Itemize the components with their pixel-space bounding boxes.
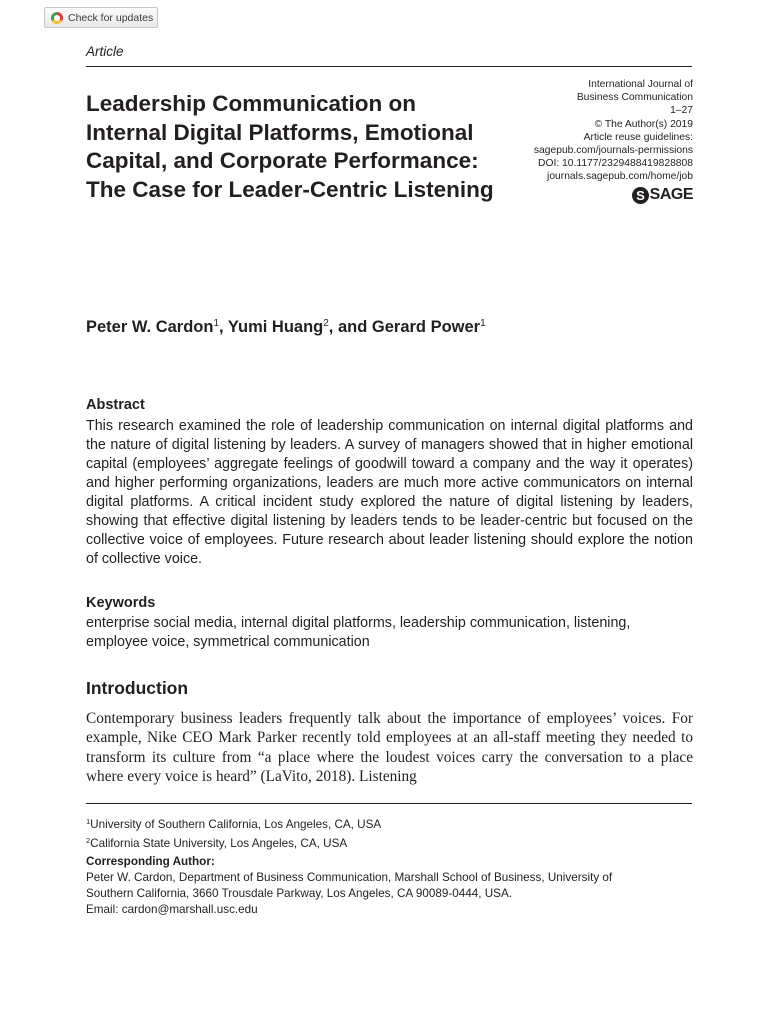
footnote-rule bbox=[86, 803, 692, 804]
corresponding-author-email[interactable]: Email: cardon@marshall.usc.edu bbox=[86, 903, 258, 916]
author-name: Peter W. Cardon bbox=[86, 318, 214, 336]
author-affiliation: 1 bbox=[213, 318, 220, 329]
author-list bbox=[86, 318, 486, 337]
author-name: Yumi Huang bbox=[227, 318, 324, 336]
author-separator: , and bbox=[328, 318, 372, 336]
corresponding-author bbox=[86, 854, 696, 918]
sage-mark-icon: S bbox=[632, 187, 649, 204]
author-name: Gerard Power bbox=[371, 318, 481, 336]
corresponding-author-label: Corresponding Author: bbox=[86, 855, 215, 868]
journal-home-link[interactable]: journals.sagepub.com/home/job bbox=[547, 171, 693, 183]
author-separator: , bbox=[219, 318, 228, 336]
affiliation-number: 1 bbox=[86, 817, 91, 826]
author-affiliation: 2 bbox=[323, 318, 329, 329]
journal-info bbox=[463, 78, 693, 184]
affiliation-number: 2 bbox=[86, 836, 91, 845]
introduction-text: Contemporary business leaders frequently talk about the importance of employees’ voices. For example, Nike CEO Mark Parker recently told employees at an all-staff meeting they needed to transform its culture from “a place where the loudest voices carry the conversation to a place where every voice is heard” (LaVito, 2018). Listening bbox=[86, 710, 693, 786]
author-affiliation: 1 bbox=[480, 318, 486, 329]
sage-logo bbox=[632, 186, 693, 204]
affiliation-text: University of Southern California, Los Angeles, CA, USA bbox=[90, 818, 382, 831]
header-rule bbox=[86, 66, 692, 67]
paper-title: Leadership Communication on Internal Digital Platforms, Emotional Capital, and Corporate Performance: The Case for Leader-Centric Listening bbox=[86, 91, 494, 202]
affiliation-item bbox=[86, 833, 696, 852]
journal-name-line1: International Journal of bbox=[588, 79, 693, 90]
check-for-updates-label: Check for updates bbox=[68, 11, 154, 24]
crossmark-icon bbox=[51, 12, 63, 24]
journal-name-line2: Business Communication bbox=[576, 92, 693, 104]
abstract-text: This research examined the role of leadership communication on internal digital platforms and the nature of digital listening by leaders. A survey of managers showed that in higher emotional capital (employees’ aggregate feelings of goodwill toward a company and the way it operates) and higher performing organizations, leaders are much more active communicators on internal digital platforms. A critical incident study explored the nature of digital listening by leaders, showing that effective digital listening by leaders tends to be leader-centric but focused on the collective voice of employees. Future research about leader listening should explore the notion of collective voice. bbox=[86, 418, 693, 567]
reuse-guidelines-label: Article reuse guidelines: bbox=[583, 131, 693, 143]
sage-wordmark: SAGE bbox=[649, 186, 693, 203]
abstract-heading: Abstract bbox=[86, 397, 145, 413]
corresponding-author-address: Southern California, 3660 Trousdale Parkway, Los Angeles, CA 90089-0444, USA. bbox=[86, 887, 512, 900]
keywords-heading: Keywords bbox=[86, 595, 156, 611]
doi-link[interactable]: DOI: 10.1177/2329488419828808 bbox=[538, 158, 693, 170]
check-for-updates-button[interactable] bbox=[44, 7, 158, 28]
affiliation-list bbox=[86, 814, 696, 852]
journal-copyright: © The Author(s) 2019 bbox=[594, 118, 693, 130]
corresponding-author-name: Peter W. Cardon, Department of Business Communication, Marshall School of Business, University of bbox=[86, 871, 613, 884]
keywords-text: enterprise social media, internal digital platforms, leadership communication, listening, employee voice, symmetrical communication bbox=[86, 615, 631, 650]
introduction-heading: Introduction bbox=[86, 678, 189, 698]
affiliation-item bbox=[86, 814, 696, 833]
permissions-link[interactable]: sagepub.com/journals-permissions bbox=[533, 145, 693, 157]
article-type-label: Article bbox=[86, 44, 124, 59]
affiliation-text: California State University, Los Angeles, CA, USA bbox=[90, 837, 348, 850]
journal-pages: 1–27 bbox=[670, 105, 693, 117]
